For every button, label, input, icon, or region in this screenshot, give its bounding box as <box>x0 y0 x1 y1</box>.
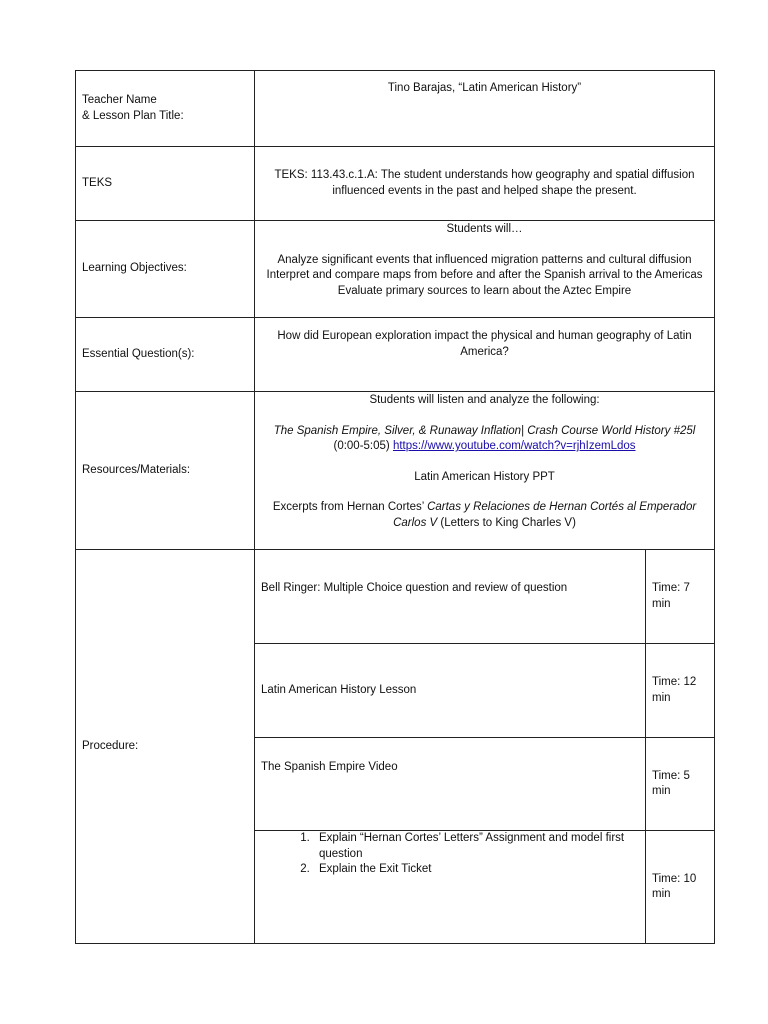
teacher-value: Tino Barajas, “Latin American History” <box>255 71 715 147</box>
procedure-time: Time: 12 min <box>646 644 715 738</box>
lesson-plan-table <box>75 70 715 944</box>
objective-item: Analyze significant events that influenced migration patterns and cultural diffusion <box>277 253 692 266</box>
excerpt-title: Cartas y Relaciones de Hernan Cortés al Emperador Carlos V <box>393 501 697 529</box>
objectives-row <box>76 221 715 318</box>
procedure-label: Procedure: <box>76 550 255 944</box>
objectives-intro: Students will… <box>446 223 523 235</box>
procedure-step-row <box>76 550 715 644</box>
teks-value: TEKS: 113.43.c.1.A: The student understands how geography and spatial diffusion influenced events in the past and helped shape the present. <box>255 147 715 221</box>
video-link[interactable]: https://www.youtube.com/watch?v=rjhIzemLdos <box>392 440 636 452</box>
teacher-label: Teacher Name & Lesson Plan Title: <box>76 71 255 147</box>
procedure-task: Latin American History Lesson <box>255 644 646 738</box>
excerpt-item: Excerpts from Hernan Cortes’ Cartas y Relaciones de Hernan Cortés al Emperador Carlos V (Letters to King Charles V) <box>272 501 697 529</box>
video-time: (0:00-5:05) <box>333 440 390 452</box>
procedure-task-list <box>255 831 646 944</box>
list-item: 2. Explain the Exit Ticket <box>313 862 639 878</box>
resources-label: Resources/Materials: <box>76 392 255 550</box>
objective-item: Interpret and compare maps from before and after the Spanish arrival to the Americas <box>266 269 703 281</box>
list-item: 1. Explain “Hernan Cortes’ Letters” Assignment and model first question <box>313 831 639 862</box>
essential-row <box>76 318 715 392</box>
objective-item: Evaluate primary sources to learn about the Aztec Empire <box>337 284 632 297</box>
resources-value <box>255 392 715 550</box>
resources-intro: Students will listen and analyze the following: <box>369 394 600 406</box>
teks-row <box>76 147 715 221</box>
procedure-time: Time: 5 min <box>646 738 715 831</box>
resources-row <box>76 392 715 550</box>
video-reference <box>261 424 708 455</box>
video-title: The Spanish Empire, Silver, & Runaway Inflation| Crash Course World History #25l <box>273 424 696 437</box>
procedure-time: Time: 7 min <box>646 550 715 644</box>
essential-value: How did European exploration impact the physical and human geography of Latin America? <box>255 318 715 392</box>
procedure-task: Bell Ringer: Multiple Choice question and review of question <box>255 550 646 644</box>
teks-label: TEKS <box>76 147 255 221</box>
objectives-label: Learning Objectives: <box>76 221 255 318</box>
procedure-list <box>261 831 639 878</box>
procedure-task: The Spanish Empire Video <box>255 738 646 831</box>
ppt-item: Latin American History PPT <box>414 470 555 483</box>
teacher-row <box>76 71 715 147</box>
procedure-time: Time: 10 min <box>646 831 715 944</box>
essential-label: Essential Question(s): <box>76 318 255 392</box>
objectives-value <box>255 221 715 318</box>
